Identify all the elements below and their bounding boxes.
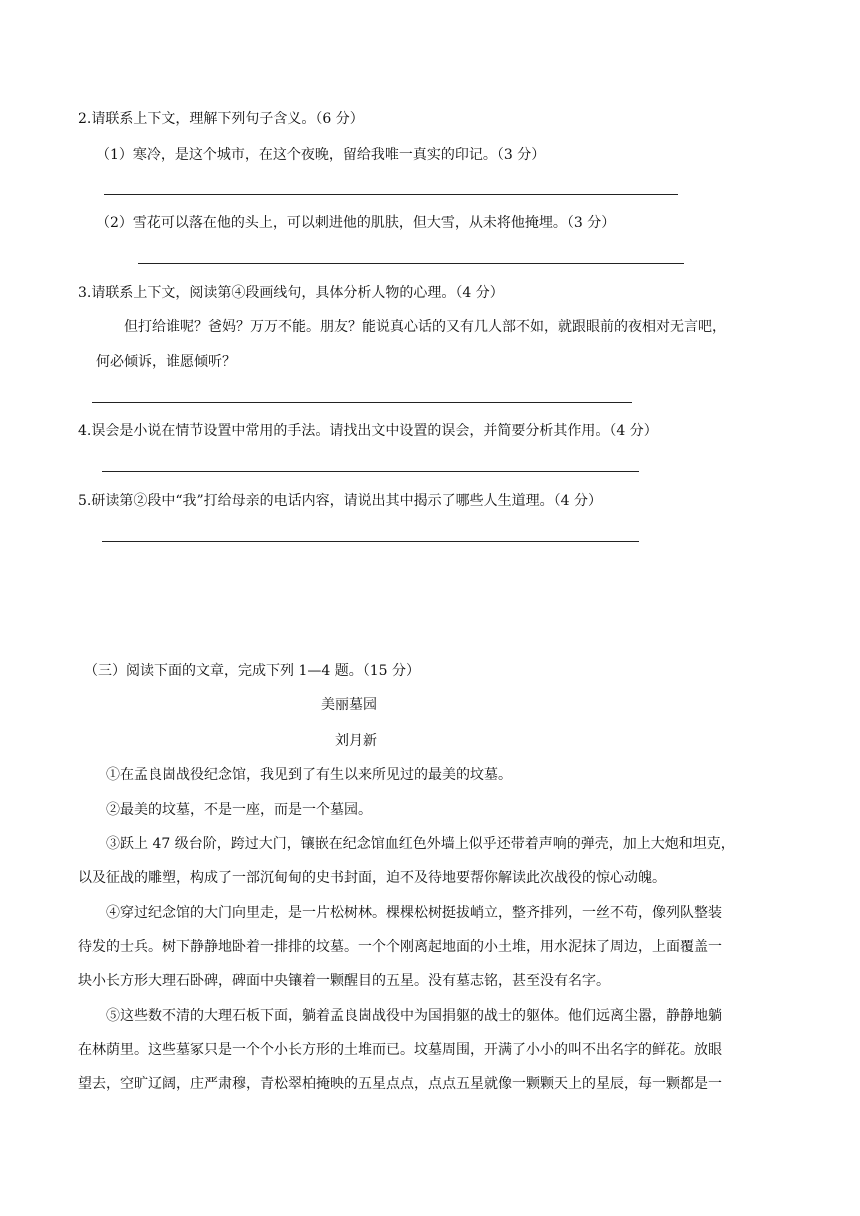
question-3-quote-line-1: 但打给谁呢？爸妈？万万不能。朋友？能说真心话的又有几人部不如，就跟眼前的夜相对无言吧， — [124, 319, 726, 335]
paragraph-line: ⑤这些数不清的大理石板下面，躺着孟良崮战役中为国捐躯的战士的躯体。他们远离尘嚣，静静地躺 — [106, 1008, 722, 1024]
question-2-sub-1: （1）寒冷，是这个城市，在这个夜晚，留给我唯一真实的印记。（3 分） — [96, 147, 546, 163]
answer-line-5 — [102, 541, 639, 542]
paragraph-line: ①在孟良崮战役纪念馆，我见到了有生以来所见过的最美的坟墓。 — [106, 767, 512, 783]
paragraph-line: 望去，空旷辽阔，庄严肃穆，青松翠柏掩映的五星点点，点点五星就像一颗颗天上的星辰，每一颗都是一 — [78, 1076, 722, 1092]
question-5-prompt: 5.研读第②段中“我”打给母亲的电话内容，请说出其中揭示了哪些人生道理。（4 分） — [78, 493, 603, 509]
paragraph-line: ②最美的坟墓，不是一座，而是一个墓园。 — [106, 802, 372, 818]
paragraph-line: 在林荫里。这些墓冢只是一个个小长方形的土堆而已。坟墓周围，开满了小小的叫不出名字的鲜花。放眼 — [78, 1042, 722, 1058]
section-3-header: （三）阅读下面的文章，完成下列 1—4 题。（15 分） — [84, 663, 420, 679]
paragraph-line: 以及征战的雕塑，构成了一部沉甸甸的史书封面，迫不及待地要帮你解读此次战役的惊心动魄。 — [78, 870, 666, 886]
question-3-quote-line-2: 何必倾诉，谁愿倾听？ — [96, 354, 236, 370]
paragraph-line: ④穿过纪念馆的大门向里走，是一片松树林。棵棵松树挺拔峭立，整齐排列，一丝不苟，像列队整装 — [106, 905, 722, 921]
paragraph-line: 待发的士兵。树下静静地卧着一排排的坟墓。一个个刚离起地面的小土堆，用水泥抹了周边，上面覆盖一 — [78, 939, 722, 955]
answer-line-2-2 — [138, 263, 684, 264]
question-3-prompt: 3.请联系上下文，阅读第④段画线句，具体分析人物的心理。（4 分） — [78, 285, 504, 301]
question-4-prompt: 4.误会是小说在情节设置中常用的手法。请找出文中设置的误会，并简要分析其作用。（4 分） — [78, 423, 658, 439]
paragraph-line: 块小长方形大理石卧碑，碑面中央镶着一颗醒目的五星。没有墓志铭，甚至没有名字。 — [78, 973, 610, 989]
answer-line-3 — [92, 402, 632, 403]
answer-line-2-1 — [104, 194, 678, 195]
question-2-prompt: 2.请联系上下文，理解下列句子含义。（6 分） — [78, 111, 364, 127]
article-author: 刘月新 — [335, 733, 377, 749]
question-2-sub-2: （2）雪花可以落在他的头上，可以刺进他的肌肤，但大雪，从未将他掩埋。（3 分） — [96, 215, 616, 231]
answer-line-4 — [102, 471, 639, 472]
article-title: 美丽墓园 — [321, 697, 377, 713]
paragraph-line: ③跃上 47 级台阶，跨过大门，镶嵌在纪念馆血红色外墙上似乎还带着声响的弹壳，加上大炮和坦克， — [106, 836, 735, 852]
